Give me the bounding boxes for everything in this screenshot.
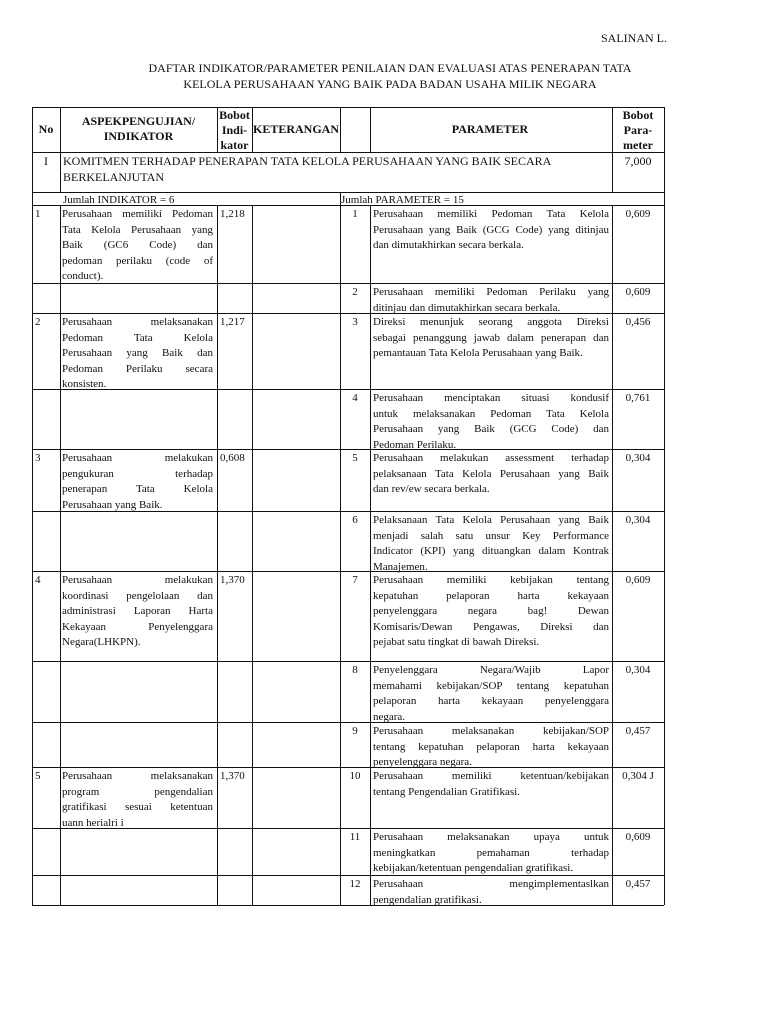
table-column-rule xyxy=(370,107,371,152)
parameter-number: 2 xyxy=(352,286,358,298)
table-rule xyxy=(32,205,664,206)
parameter-weight: 0,761 xyxy=(625,392,651,404)
parameter-weight: 0,304 xyxy=(625,664,651,676)
indicator-number: 4 xyxy=(35,574,41,586)
indicator-line: Tata Kelola Perusahaan yang xyxy=(62,223,213,236)
indicator-line: Perusahaan melakukan xyxy=(62,574,213,586)
indicator-line: Perusahaan melaksanakan xyxy=(62,770,213,782)
header-bobot-parameter: Bobot Para- meter xyxy=(622,108,654,152)
indicator-description xyxy=(62,207,213,285)
indicator-line: Pedoman Perilaku secara xyxy=(62,362,213,375)
parameter-description xyxy=(373,391,609,453)
table-column-rule xyxy=(340,107,341,152)
parameter-weight: 0,457 xyxy=(625,878,651,890)
parameter-line: dan dimutakhirkan secara berkala. xyxy=(373,239,524,251)
indicator-line: Pedoman Tata Kelola xyxy=(62,331,213,344)
table-rule xyxy=(32,661,664,662)
indicator-number: 2 xyxy=(35,316,41,328)
title-line-1: DAFTAR INDIKATOR/PARAMETER PENILAIAN DAN EVALUASI ATAS PENERAPAN TATA xyxy=(148,61,632,75)
parameter-line: Perusahaan memiliki Pedoman Tata Kelola xyxy=(373,208,609,220)
parameter-line: Perusahaan mengimplementaslkan xyxy=(373,878,609,890)
parameter-line: Penyelenggara Negara/Wajib Lapor xyxy=(373,664,609,676)
parameter-line: Perusahaan memiliki kebijakan tentang xyxy=(373,574,609,586)
parameter-line: Pedoman Perilaku. xyxy=(373,438,457,451)
indicator-line: penerapan Tata Kelola xyxy=(62,483,213,495)
parameter-line: Perusahaan memiliki Pedoman Perilaku yang xyxy=(373,286,609,298)
indicator-line: Perusahaan yang Baik. xyxy=(62,498,163,511)
parameter-description xyxy=(373,513,609,575)
indicator-description xyxy=(62,769,213,831)
parameter-line: negara. xyxy=(373,710,406,723)
parameter-weight: 0,304 xyxy=(625,452,651,464)
parameter-number: 9 xyxy=(352,725,358,737)
table-column-rule xyxy=(612,205,613,905)
title-line-2: KELOLA PERUSAHAAN YANG BAIK PADA BADAN USAHA MILIK NEGARA xyxy=(183,77,597,91)
table-column-rule xyxy=(252,107,253,152)
parameter-description xyxy=(373,573,609,651)
table-rule xyxy=(32,152,664,153)
parameter-line: meningkatkan pemahaman terhadap xyxy=(373,846,609,859)
parameter-line: Perusahaan memiliki ketentuan/kebijakan xyxy=(373,770,609,782)
section-title: KOMITMEN TERHADAP PENERAPAN TATA KELOLA PERUSAHAAN YANG BAIK SECARA BERKELANJUTAN xyxy=(63,154,552,184)
parameter-line: pejabat satu tingkat di bawah Direksi. xyxy=(373,636,540,648)
indicator-line: pengukuran terhadap xyxy=(62,467,213,480)
indicator-number: 1 xyxy=(35,208,41,220)
parameter-weight: 0,609 xyxy=(625,574,651,586)
header-no: No xyxy=(38,122,54,136)
parameter-number: 5 xyxy=(352,452,358,464)
corner-label: SALINAN L. xyxy=(601,31,667,45)
parameter-number: 4 xyxy=(352,392,358,404)
parameter-line: Manajemen. xyxy=(373,560,428,573)
parameter-weight: 0,609 xyxy=(625,831,651,843)
indicator-line: pedoman perilaku (code of xyxy=(62,254,213,267)
parameter-description xyxy=(373,877,609,908)
parameter-number: 10 xyxy=(349,770,361,782)
indicator-description xyxy=(62,315,213,393)
table-rule xyxy=(32,192,664,193)
table-column-rule xyxy=(60,205,61,905)
indicator-line: conduct). xyxy=(62,270,104,282)
header-parameter: PARAMETER xyxy=(451,122,529,136)
parameter-description xyxy=(373,724,609,771)
jumlah-parameter: Jumlah PARAMETER = 15 xyxy=(341,194,464,206)
parameter-line: Perusahaan yang Baik (GCG Code) yang ditinjau xyxy=(373,223,609,236)
parameter-line: Perusahaan melaksanakan upaya untuk xyxy=(373,831,609,843)
parameter-line: pelaporan harta kekayaan penyelenggara xyxy=(373,695,609,707)
parameter-number: 1 xyxy=(352,208,358,220)
indicator-line: Perusahaan melakukan xyxy=(62,452,213,464)
parameter-weight: 0,304 xyxy=(625,514,651,526)
parameter-line: pelaksanaan Tata Kelola Perusahaan yang Baik xyxy=(373,467,609,480)
parameter-line: memahami kebijakan/SOP tentang kepatuhan xyxy=(373,679,609,692)
parameter-description xyxy=(373,315,609,362)
indicator-line: Perusahaan memiliki Pedoman xyxy=(62,208,213,220)
indicator-line: Perusahaan melaksanakan xyxy=(62,316,213,328)
parameter-line: Perusahaan melaksanakan kebijakan/SOP xyxy=(373,725,609,737)
table-column-rule xyxy=(340,205,341,905)
parameter-description xyxy=(373,830,609,877)
header-bobot-indikator: Bobot Indi- kator xyxy=(219,108,250,152)
indicator-line: uann herialri i xyxy=(62,816,124,829)
parameter-number: 12 xyxy=(349,878,361,890)
section-weight: 7,000 xyxy=(624,154,652,168)
indicator-line: gratifikasi sesuai ketentuan xyxy=(62,801,213,813)
parameter-description xyxy=(373,285,609,316)
parameter-line: penyelenggara negara. xyxy=(373,756,472,768)
parameter-line: sebagai penanggung jawab dalam penerapan dan xyxy=(373,331,609,344)
section-number: I xyxy=(44,154,48,168)
header-keterangan: KETERANGAN xyxy=(252,122,339,136)
parameter-line: tentang Pengendalian Gratifikasi. xyxy=(373,785,520,798)
indicator-description xyxy=(62,573,213,651)
indicator-line: Kekayaan Penyelenggara xyxy=(62,620,213,633)
parameter-line: pemantauan Tata Kelola Perusahaan yang Baik. xyxy=(373,347,583,359)
parameter-number: 11 xyxy=(349,831,361,843)
parameter-line: menjadi salah satu unsur Key Performance xyxy=(373,529,609,542)
parameter-line: Indicator (KPI) yang dituangkan dalam Kontrak xyxy=(373,545,609,557)
parameter-weight: 0,609 xyxy=(625,286,651,298)
table-rule xyxy=(32,107,664,108)
parameter-weight: 0,304 J xyxy=(622,770,654,782)
table-column-rule xyxy=(60,107,61,192)
parameter-line: kepatuhan pelaporan harta kekayaan xyxy=(373,589,609,602)
indicator-weight: 1,370 xyxy=(220,770,245,782)
indicator-line: Negara(LHKPN). xyxy=(62,636,141,648)
table-column-rule xyxy=(252,205,253,905)
indicator-weight: 0,608 xyxy=(220,452,245,464)
parameter-weight: 0,456 xyxy=(625,316,651,328)
parameter-line: Direksi menunjuk seorang anggota Direksi xyxy=(373,316,609,328)
indicator-line: konsisten. xyxy=(62,378,107,390)
parameter-weight: 0,457 xyxy=(625,725,651,737)
parameter-description xyxy=(373,207,609,254)
parameter-line: kebijakan/ketentuan pengendalian gratifikasi. xyxy=(373,862,574,874)
parameter-line: Perusahaan menciptakan situasi kondusif xyxy=(373,392,609,404)
indicator-line: Perusahaan yang Baik dan xyxy=(62,347,213,359)
parameter-line: dan rev/ew secara berkala. xyxy=(373,483,490,495)
parameter-number: 6 xyxy=(352,514,358,526)
table-column-rule xyxy=(217,107,218,152)
indicator-line: Baik (GC6 Code) dan xyxy=(62,239,213,251)
table-column-rule xyxy=(664,107,665,905)
indicator-weight: 1,370 xyxy=(220,574,245,586)
parameter-number: 3 xyxy=(352,316,358,328)
parameter-line: untuk melaksanakan Pedoman Tata Kelola xyxy=(373,407,609,420)
parameter-description xyxy=(373,769,609,800)
parameter-line: tentang kepatuhan pelaporan harta kekayaan xyxy=(373,740,609,753)
parameter-line: Pelaksanaan Tata Kelola Perusahaan yang Baik xyxy=(373,514,609,526)
parameter-line: ditinjau dan dimutakhirkan secara berkala. xyxy=(373,301,561,314)
parameter-description xyxy=(373,451,609,498)
header-aspek: ASPEKPENGUJIAN/ INDIKATOR xyxy=(81,114,196,143)
jumlah-indikator: Jumlah INDIKATOR = 6 xyxy=(63,194,175,206)
parameter-line: Perusahaan yang Baik (GCG Code) dan xyxy=(373,423,609,435)
table-column-rule xyxy=(340,192,341,205)
parameter-number: 7 xyxy=(352,574,358,586)
indicator-line: administrasi Laporan Harta xyxy=(62,605,213,617)
table-column-rule xyxy=(612,107,613,192)
indicator-weight: 1,218 xyxy=(220,208,245,220)
parameter-line: penyelenggara negara bag! Dewan xyxy=(373,605,609,617)
parameter-line: Perusahaan melakukan assessment terhadap xyxy=(373,452,609,464)
parameter-description xyxy=(373,663,609,725)
indicator-line: program pengendalian xyxy=(62,785,213,798)
table-column-rule xyxy=(32,107,33,905)
indicator-description xyxy=(62,451,213,513)
parameter-line: Komisaris/Dewan Pengawas, Direksi dan xyxy=(373,620,609,633)
indicator-line: koordinasi pengelolaan dan xyxy=(62,589,213,602)
parameter-number: 8 xyxy=(352,664,358,676)
indicator-number: 5 xyxy=(35,770,41,782)
indicator-weight: 1,217 xyxy=(220,316,245,328)
indicator-number: 3 xyxy=(35,452,41,464)
table-column-rule xyxy=(370,205,371,905)
table-column-rule xyxy=(217,205,218,905)
parameter-line: pengendalian gratifikasi. xyxy=(373,893,482,906)
parameter-weight: 0,609 xyxy=(625,208,651,220)
